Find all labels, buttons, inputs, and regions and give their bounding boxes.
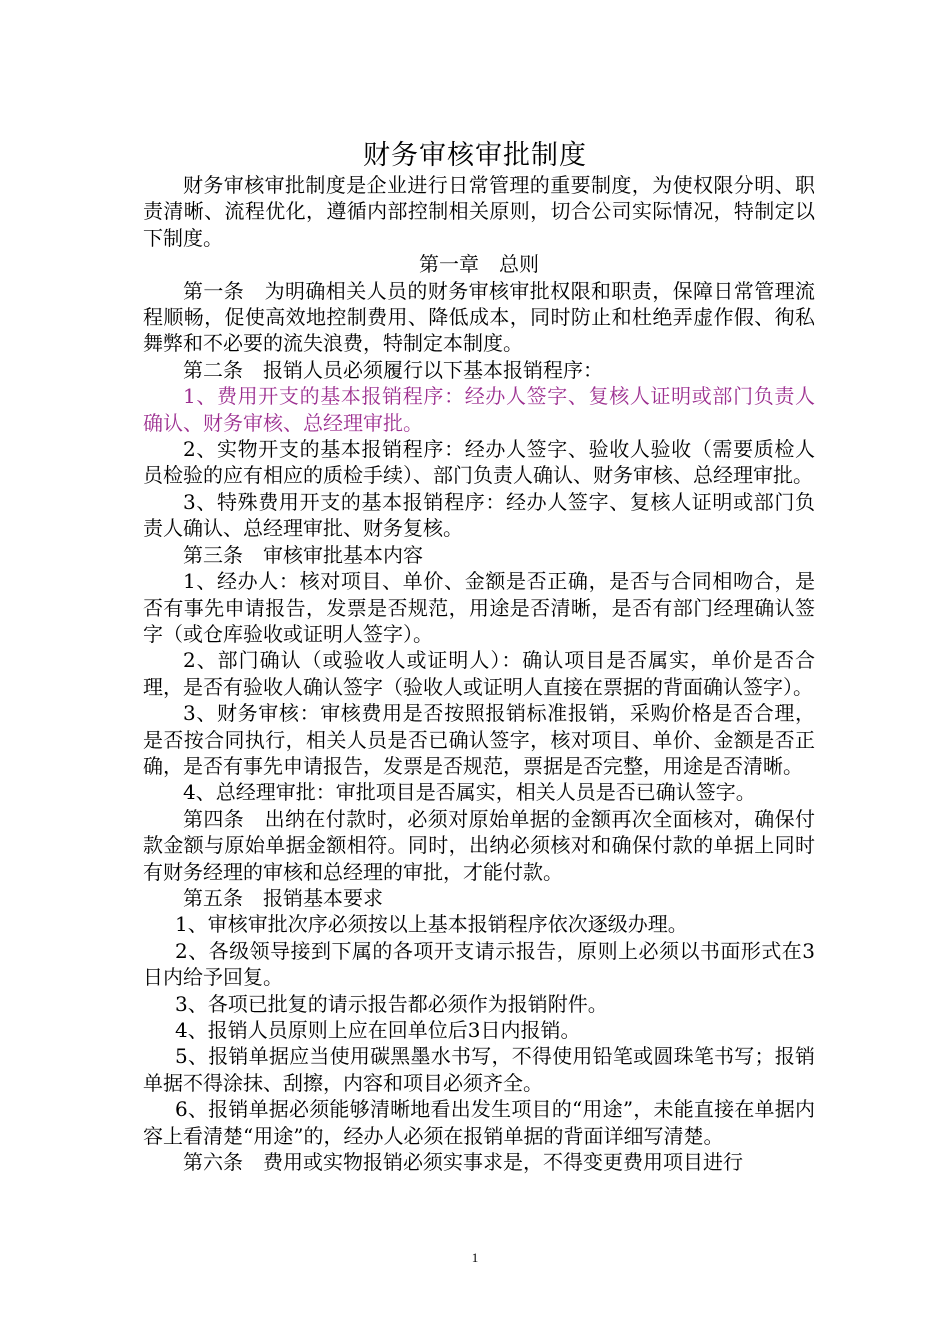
chapter-heading: 第一章 总则: [419, 252, 539, 277]
intro-paragraph: 财务审核审批制度是企业进行日常管理的重要制度，为使权限分明、职责清晰、流程优化，遵循内部控制相关原则，切合公司实际情况，特制定以下制度。: [143, 173, 815, 250]
article-2-item-1: 1、费用开支的基本报销程序：经办人签字、复核人证明或部门负责人确认、财务审核、总经理审批。: [143, 384, 815, 435]
article-5-item-3: 3、各项已批复的请示报告都必须作为报销附件。: [175, 991, 608, 1016]
article-5-item-4: 4、报销人员原则上应在回单位后3日内报销。: [175, 1018, 581, 1042]
article-2-item-3: 3、特殊费用开支的基本报销程序：经办人签字、复核人证明或部门负责人确认、总经理审批、财务复核。: [143, 489, 815, 541]
article-2-heading: 第二条 报销人员必须履行以下基本报销程序：: [183, 357, 603, 382]
article-3-item-2: 2、部门确认（或验收人或证明人）：确认项目是否属实，单价是否合理，是否有验收人确认签字（验收人或证明人直接在票据的背面确认签字）。: [143, 648, 815, 699]
article-2-item-2: 2、实物开支的基本报销程序：经办人签字、验收人验收（需要质检人员检验的应有相应的质检手续）、部门负责人确认、财务审核、总经理审批。: [143, 437, 815, 488]
article-5-item-6: 6、报销单据必须能够清晰地看出发生项目的“用途”，未能直接在单据内容上看清楚“用途”的，经办人必须在报销单据的背面详细写清楚。: [143, 1097, 815, 1148]
article-4-paragraph: 第四条 出纳在付款时，必须对原始单据的金额再次全面核对，确保付款金额与原始单据金额相符。同时，出纳必须核对和确保付款的单据上同时有财务经理的审核和总经理的审批，才能付款。: [143, 806, 815, 884]
article-5-heading: 第五条 报销基本要求: [183, 885, 383, 910]
article-6-paragraph: 第六条 费用或实物报销必须实事求是，不得变更费用项目进行: [183, 1150, 743, 1175]
page-number: 1: [471, 1250, 479, 1265]
article-1-paragraph: 第一条 为明确相关人员的财务审核审批权限和职责，保障日常管理流程顺畅，促使高效地控制费用、降低成本，同时防止和杜绝弄虚作假、徇私舞弊和不必要的流失浪费，特制定本制度。: [143, 278, 815, 356]
article-3-item-4: 4、总经理审批：审批项目是否属实，相关人员是否已确认签字。: [183, 780, 756, 805]
article-3-heading: 第三条 审核审批基本内容: [183, 542, 423, 567]
article-5-item-5: 5、报销单据应当使用碳黑墨水书写，不得使用铅笔或圆珠笔书写；报销单据不得涂抹、刮擦，内容和项目必须齐全。: [143, 1044, 815, 1095]
article-5-item-2: 2、各级领导接到下属的各项开支请示报告，原则上必须以书面形式在3日内给予回复。: [143, 938, 815, 990]
document-title: 财务审核审批制度: [363, 140, 587, 171]
article-3-item-1: 1、经办人：核对项目、单价、金额是否正确，是否与合同相吻合，是否有事先申请报告，发票是否规范，用途是否清晰，是否有部门经理确认签字（或仓库验收或证明人签字）。: [143, 569, 815, 646]
article-3-item-3: 3、财务审核：审核费用是否按照报销标准报销，采购价格是否合理，是否按合同执行，相关人员是否已确认签字，核对项目、单价、金额是否正确，是否有事先申请报告，发票是否规范，票据是否完整，用途是否清晰。: [143, 701, 815, 778]
article-5-item-1: 1、审核审批次序必须按以上基本报销程序依次逐级办理。: [175, 912, 688, 937]
document-body: [143, 172, 815, 1175]
